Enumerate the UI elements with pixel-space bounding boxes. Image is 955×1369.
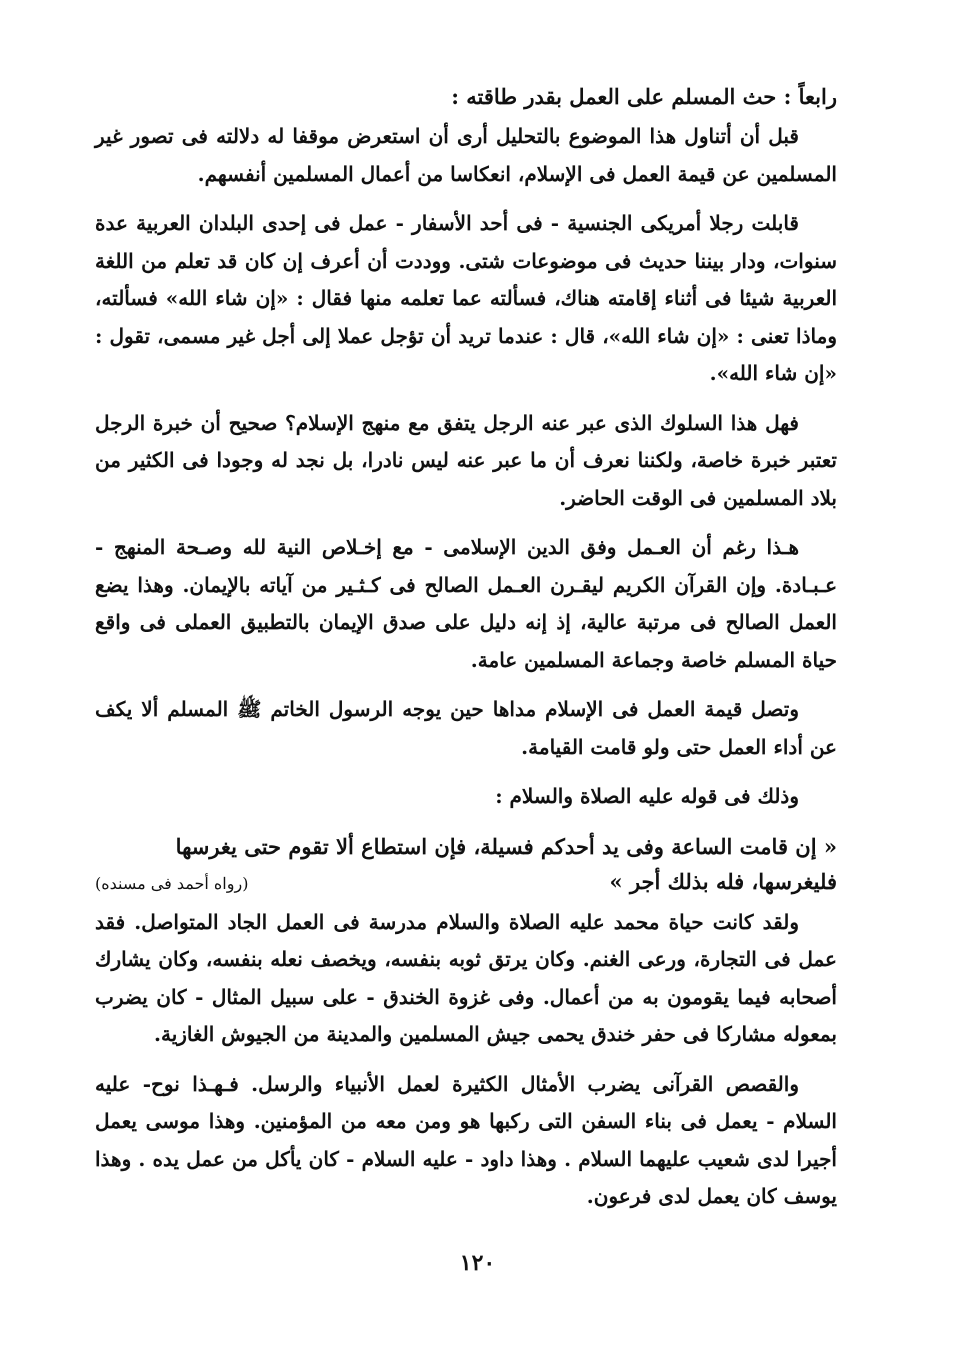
hadith-source: (رواه أحمد فى مسنده) xyxy=(95,873,249,893)
hadith-closing-row xyxy=(95,869,837,894)
hadith-quote: « إن قامت الساعة وفى يد أحدكم فسيلة، فإن استطاع ألا تقوم حتى يغرسها xyxy=(175,833,837,859)
paragraph-worship: هـذا رغم أن العـمل وفق الدين الإسلامى - مع إخـلاص النية لله وصـحة المنهج - عـبـادة. وإن القرآن الكريم ليقـرن العـمل الصالح فى كـثـير من آياته بالإيمان. وهذا يضع العمل الصالح فى مرتبة عالية، إذ إنه دليل على صدق الإيمان بالتطبيق العملى فى واقع حياة المسلم خاصة وجماعة المسلمين عامة. xyxy=(95,535,837,672)
paragraph-american-story: قابلت رجلا أمريكى الجنسية - فى أحد الأسفار - عمل فى إحدى البلدان العربية عدة سنوات، ودار بيننا حديث فى موضوعات شتى. ووددت أن أعرف إن كان قد تعلم من اللغة العربية شيئا فى أثناء إقامته هناك، فسألته عما تعلمه منها فقال : «إن شاء الله» فسألته، وماذا تعنى : «إن شاء الله»، قال : عندما تريد أن تؤجل عملا إلى أجل غير مسمى، تقول : «إن شاء الله». xyxy=(95,211,837,385)
paragraph-prophet-life: ولقد كانت حياة محمد عليه الصلاة والسلام مدرسة فى العمل الجاد المتواصل. فقد عمل فى التجارة، ورعى الغنم. وكان يرتق ثوبه بنفسه، ويخصف نعله بنفسه، وكان يشارك أصحابه فيما يقومون به من أعمال. وفى غزوة الخندق - على سبيل المثال - كان يضرب بمعوله مشاركا فى حفر خندق يحمى جيش المسلمين والمدينة من الجيوش الغازية. xyxy=(95,909,837,1046)
paragraph-intro: قبل أن أتناول هذا الموضوع بالتحليل أرى أن استعرض موقفا له دلالته فى تصور غير المسلمين عن قيمة العمل فى الإسلام، انعكاسا من أعمال المسلمين أنفسهم. xyxy=(95,124,837,186)
page-number: ١٢٠ xyxy=(459,1250,496,1276)
section-heading: رابعاً : حث المسلم على العمل بقدر طاقته : xyxy=(451,84,837,109)
hadith-tail: فليغرسها، فله بذلك أجر » xyxy=(609,868,837,894)
paragraph-hadith-intro: وذلك فى قوله عليه الصلاة والسلام : xyxy=(495,784,799,808)
paragraph-value-of-work: وتصل قيمة العمل فى الإسلام مداها حين يوجه الرسول الخاتم ﷺ المسلم ألا يكف عن أداء العمل حتى ولو قامت القيامة. xyxy=(95,697,837,759)
paragraph-prophets-stories: والقصص القرآنى يضرب الأمثال الكثيرة لعمل الأنبياء والرسل. فـهـذا نوح- عليه السلام - يعمل فى بناء السفن التى ركبها هو ومن معه من المؤمنين. وهذا موسى يعمل أجيرا لدى شعيب عليهما السلام . وهذا داود - عليه السلام - كان يأكل من عمل يده . وهذا يوسف كان يعمل لدى فرعون. xyxy=(95,1071,837,1208)
paragraph-question: فهل هذا السلوك الذى عبر عنه الرجل يتفق مع منهج الإسلام؟ صحيح أن خبرة الرجل تعتبر خبرة خاصة، ولكننا نعرف أن ما عبر عنه ليس نادرا، بل نجد له وجودا فى الكثير من بلاد المسلمين فى الوقت الحاضر. xyxy=(95,410,837,510)
